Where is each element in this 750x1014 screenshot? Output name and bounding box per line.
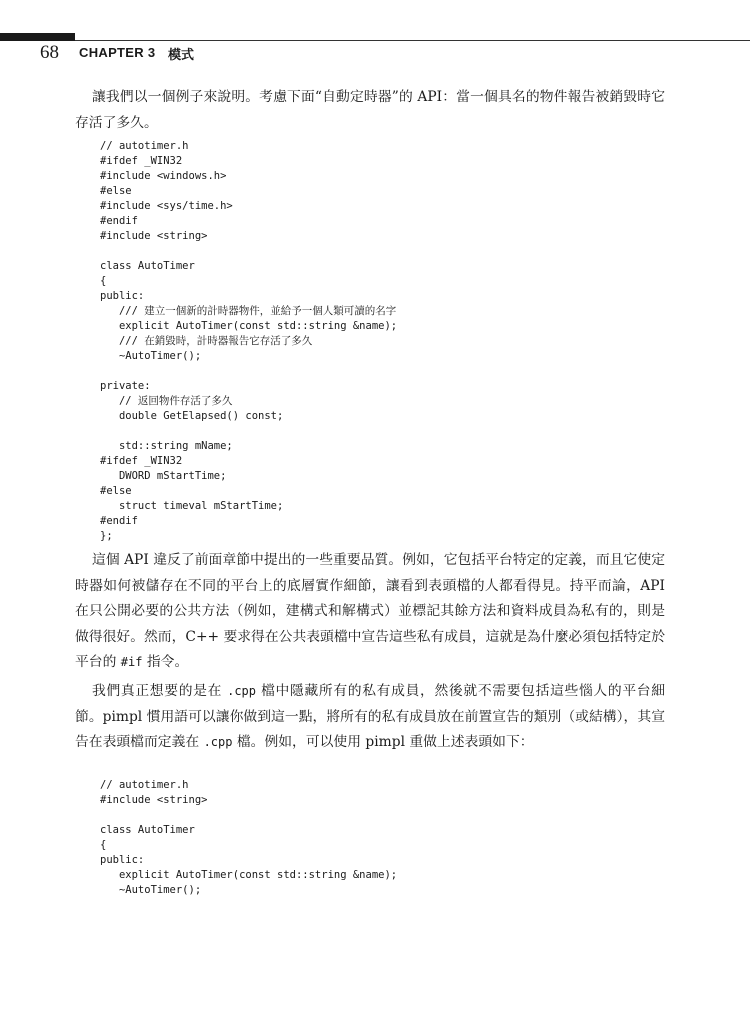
code-line: std::string mName; (100, 440, 233, 452)
code-line: #include <string> (100, 230, 208, 242)
code-block-2 (100, 778, 397, 898)
code-line (100, 424, 397, 439)
code-line: ~AutoTimer(); (100, 350, 202, 362)
chapter-title: 模式 (168, 48, 195, 63)
code-line: explicit AutoTimer(const std::string &name); (100, 320, 398, 332)
code-line (100, 244, 397, 259)
code-line: double GetElapsed() const; (100, 410, 284, 422)
code-line: DWORD mStartTime; (100, 470, 227, 482)
paragraph-text: 我們真正想要的是在 (92, 683, 223, 699)
code-line: class AutoTimer (100, 824, 195, 836)
code-line: /// 在銷毀時，計時器報告它存活了多久 (100, 335, 313, 347)
code-line: #ifdef _WIN32 (100, 155, 183, 167)
code-line: { (100, 839, 107, 851)
code-line (100, 364, 397, 379)
code-line: ~AutoTimer(); (100, 884, 202, 896)
code-line (100, 808, 397, 823)
body-paragraph-2 (75, 548, 665, 676)
code-line: { (100, 275, 107, 287)
code-line: // autotimer.h (100, 779, 189, 791)
inline-code: .cpp (227, 684, 257, 698)
code-line: #else (100, 185, 132, 197)
code-line: #else (100, 485, 132, 497)
code-line: #include <sys/time.h> (100, 200, 233, 212)
code-line: struct timeval mStartTime; (100, 500, 284, 512)
header-bar (0, 33, 75, 41)
code-line: }; (100, 530, 113, 542)
code-line: public: (100, 854, 145, 866)
code-line: #endif (100, 215, 138, 227)
code-line: // 返回物件存活了多久 (100, 395, 233, 407)
paragraph-text: 檔。例如，可以使用 pimpl 重做上述表頭如下： (236, 734, 534, 750)
code-line: #include <windows.h> (100, 170, 227, 182)
code-block-1 (100, 139, 397, 544)
page-number: 68 (40, 42, 59, 63)
inline-code: #if (120, 655, 143, 669)
paragraph-text: 這個 API 違反了前面章節中提出的一些重要品質。例如，它包括平台特定的定義，而且它使定時器如何被儲存在不同的平台上的底層實作細節，讓看到表頭檔的人都看得見。持平而論，API 在只公開必要的公共方法（例如，建構式和解構式）並標記其餘方法和資料成員為私有的，則是做得很好。然而，C++ 要求得在公共表頭檔中宣告這些私有成員，這就是為什麼必須包括特定於平台的 (75, 552, 665, 670)
code-line: public: (100, 290, 145, 302)
header-rule (75, 40, 750, 41)
code-line: // autotimer.h (100, 140, 189, 152)
code-line: #ifdef _WIN32 (100, 455, 183, 467)
paragraph-text: 指令。 (146, 654, 189, 670)
code-line: private: (100, 380, 151, 392)
code-line: explicit AutoTimer(const std::string &name); (100, 869, 398, 881)
paragraph-text: 檔中隱藏所有的私有成員，然後就不需要包括這些惱人的平台細節。pimpl 慣用語可以讓你做到這一點，將所有的私有成員放在前置宣告的類別（或結構），其宣告在表頭檔而定義在 (75, 683, 666, 750)
code-line: #endif (100, 515, 138, 527)
chapter-label: CHAPTER 3 (79, 45, 156, 60)
body-paragraph-3 (75, 679, 665, 756)
intro-paragraph: 讓我們以一個例子來說明。考慮下面“自動定時器”的 API：當一個具名的物件報告被銷毀時它存活了多久。 (75, 89, 665, 131)
code-line: /// 建立一個新的計時器物件，並給予一個人類可讀的名字 (100, 305, 397, 317)
code-line: class AutoTimer (100, 260, 195, 272)
inline-code: .cpp (203, 735, 233, 749)
code-line: #include <string> (100, 794, 208, 806)
